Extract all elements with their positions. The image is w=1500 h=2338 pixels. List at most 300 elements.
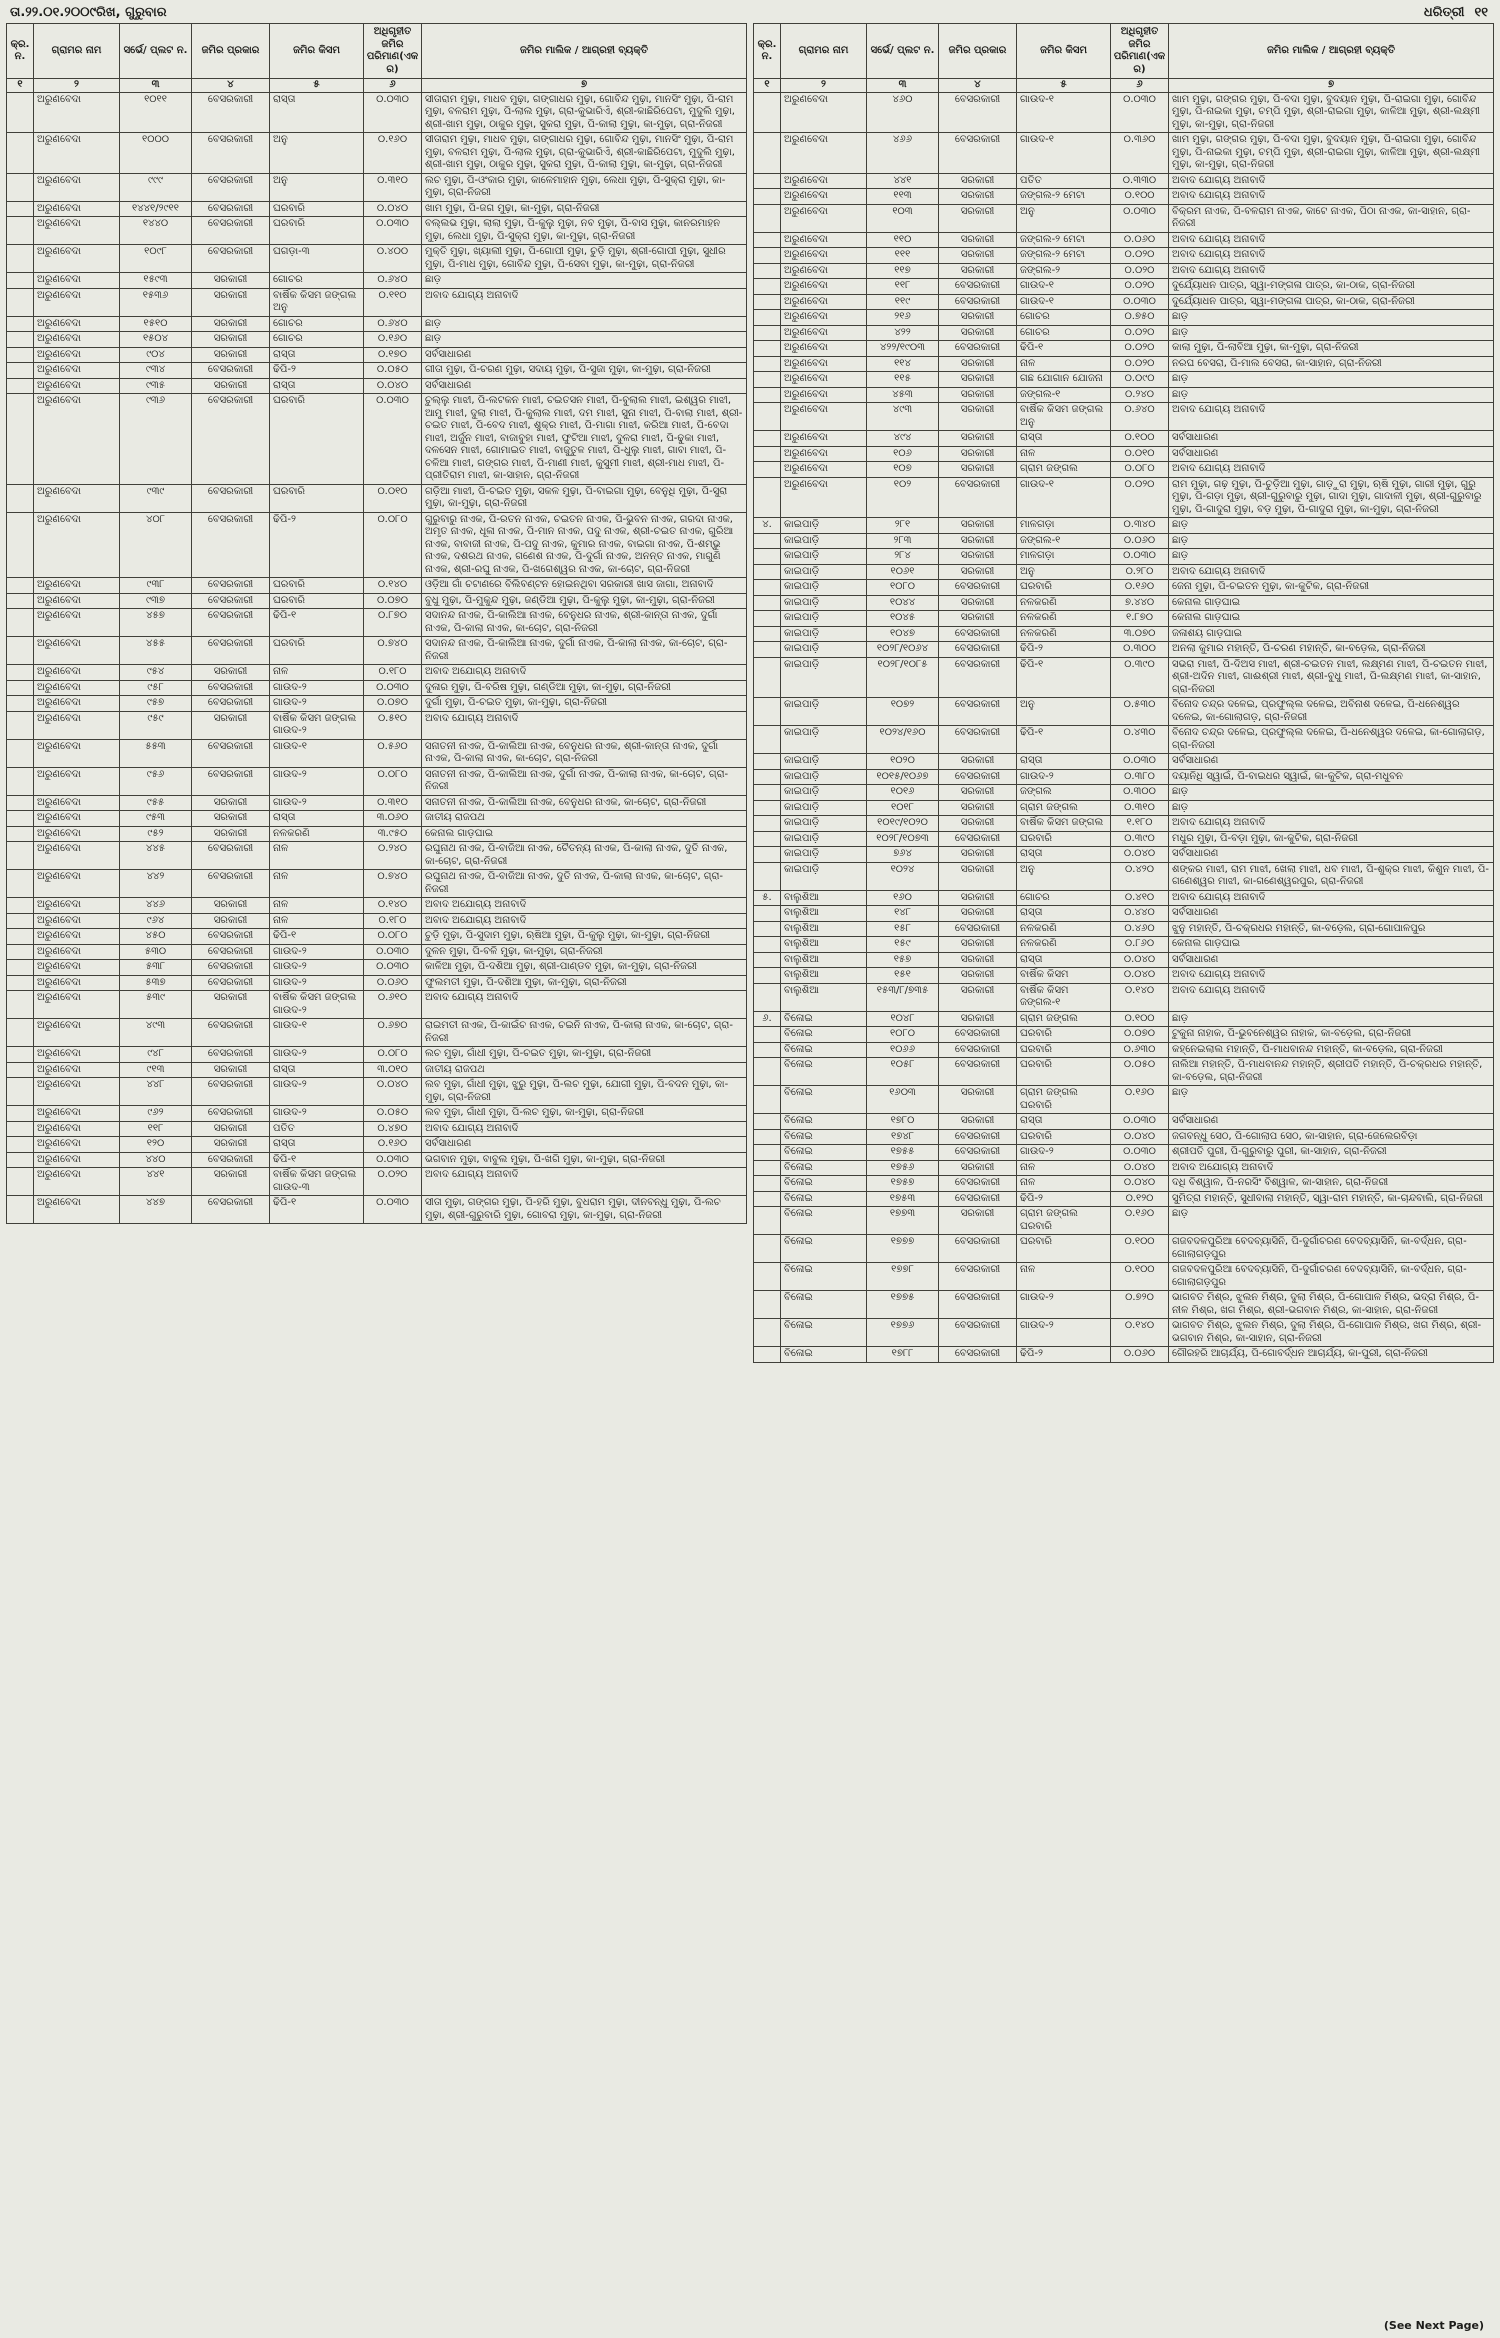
cell-serial-number (7, 1137, 34, 1153)
cell-plot-number: ୧୦୯୮ (120, 245, 192, 273)
cell-plot-number: ୯୩୭ (120, 593, 192, 609)
cell-land-kisam: ଢିପି-୧ (1017, 726, 1111, 754)
cell-land-kisam: ଗାଉଦ-୨ (270, 975, 364, 991)
cell-village-name: ଅରୁଣବେଦା (781, 263, 867, 279)
cell-land-type: ସରକାରୀ (939, 1086, 1017, 1114)
cell-serial-number (7, 363, 34, 379)
cell-serial-number (754, 657, 781, 698)
cell-serial-number (7, 826, 34, 842)
cell-village-name: କାଇପାଡ଼ି (781, 816, 867, 832)
cell-owner-name: ଝୁନୁ ମହାନ୍ତି, ପି-ଚକ୍ରଧର ମହାନ୍ତି, କା-ବଡ଼େଲ, ଗ୍ରା-ଗୋପାଳପୁର (1169, 921, 1494, 937)
cell-plot-number: ୧୧୪ (867, 356, 939, 372)
column-index-number: ୭ (422, 79, 747, 93)
cell-serial-number (754, 1086, 781, 1114)
cell-plot-number: ୧୦୨୦ (867, 754, 939, 770)
record-row (754, 1176, 1494, 1192)
cell-area-acres: ୦.୦୬୦ (1111, 533, 1169, 549)
cell-area-acres: ୦.୪୬୦ (1111, 921, 1169, 937)
cell-serial-number (754, 754, 781, 770)
cell-land-kisam: ଘରବାରି (1017, 1027, 1111, 1043)
table-header-row (7, 24, 747, 79)
record-row (754, 446, 1494, 462)
cell-serial-number (754, 595, 781, 611)
cell-plot-number: ୧୫୩୬ (120, 288, 192, 316)
record-row (7, 960, 747, 976)
cell-owner-name: ଅବାଦ ଯୋଗ୍ୟ ଅନାବାଦି (1169, 462, 1494, 478)
cell-owner-name: କେନାଲ ଗାଡ଼ଘାଇ (1169, 937, 1494, 953)
cell-owner-name: ଅବାଦ ଅଯୋଗ୍ୟ ଅନାବାଦି (1169, 1160, 1494, 1176)
cell-area-acres: ୩.୯୫୦ (364, 826, 422, 842)
cell-area-acres: ୦.୧୭୦ (364, 347, 422, 363)
record-row (754, 626, 1494, 642)
cell-serial-number (754, 937, 781, 953)
column-index-number: ୪ (939, 79, 1017, 93)
cell-owner-name: ସର୍ବସାଧାରଣ (1169, 446, 1494, 462)
cell-plot-number: ୧୭୫୬ (867, 1160, 939, 1176)
cell-plot-number: ୧୭୪୮ (867, 1129, 939, 1145)
cell-owner-name: ଦୁଳାର ମୁଢ଼ା, ପି-ବରିଷ ମୁଢ଼ା, ଗଣ୍ଡିଆ ମୁଢ଼ା, କା-ମୁଢ଼ା, ଗ୍ରା-ନିଜରୀ (422, 680, 747, 696)
cell-owner-name: ଭାଗବତ ମିଶ୍ର, ଝୁଲନ ମିଶ୍ର, ଦୁଲା ମିଶ୍ର, ପି-ଗୋପାଳ ମିଶ୍ର, ଖଗ ମିଶ୍ର, ଶ୍ରୀ-ଭଗବାନ ମିଶ୍ର, କା-ସାହାନ, ଗ୍ରା-ନିଜରୀ (1169, 1319, 1494, 1347)
cell-serial-number (754, 983, 781, 1011)
cell-area-acres: ୦.୦୩୦ (1111, 754, 1169, 770)
cell-owner-name: ଖାମ ମୁଢ଼ା, ପି-ଜଗ ମୁଢ଼ା, କା-ମୁଢ଼ା, ଗ୍ରା-ନିଜରୀ (422, 201, 747, 217)
cell-land-type: ବେସରକାରୀ (939, 133, 1017, 174)
cell-village-name: ଅରୁଣବେଦା (781, 248, 867, 264)
cell-land-kisam: ବାର୍ଷିକ କିସମ ଜଙ୍ଗଲ ଗାଉଦ-୨ (270, 991, 364, 1019)
cell-serial-number (754, 726, 781, 754)
cell-village-name: ବାଲୁଶିଆ (781, 968, 867, 984)
cell-land-kisam: ନଳକରଣି (1017, 595, 1111, 611)
cell-owner-name: ଛାଡ଼ (1169, 387, 1494, 403)
cell-serial-number (7, 870, 34, 898)
record-row (754, 533, 1494, 549)
cell-serial-number (754, 173, 781, 189)
cell-plot-number: ୧୭୮୮ (867, 1347, 939, 1363)
cell-land-kisam: ଘରବାରି (270, 201, 364, 217)
cell-land-type: ସରକାରୀ (192, 1121, 270, 1137)
cell-land-type: ସରକାରୀ (939, 204, 1017, 232)
cell-owner-name: ସର୍ବସାଧାରଣ (1169, 431, 1494, 447)
cell-owner-name: ରଘୁନାଥ ନାଏକ, ପି-ବାଜିଆ ନାଏକ, ଦୁତି ନାଏକ, ପି-କାଲା ନାଏକ, କା-ଚୋଟ, ଗ୍ରା-ନିଜରୀ (422, 870, 747, 898)
cell-owner-name: ଦୁଳନ ମୁଢ଼ା, ପି-ବଳି ମୁଢ଼ା, କା-ମୁଢ଼ା, ଗ୍ରା-ନିଜରୀ (422, 944, 747, 960)
cell-serial-number (7, 929, 34, 945)
record-row (7, 870, 747, 898)
cell-area-acres: ୦.୪୧୦ (1111, 890, 1169, 906)
cell-plot-number: ୧୦୪୫ (867, 611, 939, 627)
cell-serial-number (7, 332, 34, 348)
cell-land-kisam: ବାର୍ଷିକ କିସମ ଜଙ୍ଗଲ (1017, 816, 1111, 832)
cell-land-kisam: ବାର୍ଷିକ କିସମ ଜଙ୍ଗଲ-୧ (1017, 983, 1111, 1011)
cell-village-name: ଅରୁଣବେଦା (34, 680, 120, 696)
cell-land-kisam: ଘରବାରି (270, 394, 364, 485)
record-row (754, 341, 1494, 357)
record-row (7, 665, 747, 681)
cell-village-name: ଅରୁଣବେଦା (34, 288, 120, 316)
cell-village-name: ଅରୁଣବେଦା (781, 446, 867, 462)
column-index-row (7, 79, 747, 93)
cell-village-name: ଅରୁଣବେଦା (34, 332, 120, 348)
cell-serial-number (754, 769, 781, 785)
column-header-3: ସର୍ଭେ/ ପ୍ଲଟ ନ. (120, 24, 192, 79)
cell-village-name: ବିଳୋଇ (781, 1207, 867, 1235)
cell-owner-name: ଓଡ଼ିଆ ଗାଁ ଚଟାଣରେ ବିଲିବଣ୍ଟନ ହୋଇନଥିବା ସରକାରୀ ଖାସ ଜାଗା, ଅନାବାଦି (422, 578, 747, 594)
cell-village-name: ଅରୁଣବେଦା (34, 201, 120, 217)
cell-owner-name: ସର୍ବସାଧାରଣ (1169, 754, 1494, 770)
cell-village-name: ବିଳୋଇ (781, 1086, 867, 1114)
record-row (7, 133, 747, 174)
cell-serial-number (7, 1121, 34, 1137)
cell-plot-number: ୯୩୮ (120, 578, 192, 594)
cell-area-acres: ୦.୧୦୦ (1111, 1263, 1169, 1291)
cell-land-type: ବେସରକାରୀ (192, 1106, 270, 1122)
cell-serial-number (7, 767, 34, 795)
record-row (754, 937, 1494, 953)
cell-plot-number: ୧୭୫୭ (867, 1176, 939, 1192)
cell-plot-number: ୧୭୫୩ (867, 1191, 939, 1207)
cell-serial-number (754, 1191, 781, 1207)
cell-village-name: ଅରୁଣବେଦା (781, 341, 867, 357)
cell-land-type: ସରକାରୀ (192, 378, 270, 394)
cell-village-name: ଅରୁଣବେଦା (34, 394, 120, 485)
cell-land-type: ବେସରକାରୀ (192, 363, 270, 379)
cell-land-type: ସରକାରୀ (939, 754, 1017, 770)
column-header-1: କ୍ର. ନ. (754, 24, 781, 79)
cell-area-acres: ୦.୦୩୦ (1111, 92, 1169, 133)
cell-land-type: ବେସରକାରୀ (192, 1078, 270, 1106)
record-row (7, 991, 747, 1019)
cell-land-kisam: ଗୋଚର (270, 273, 364, 289)
cell-area-acres: ୦.୧୦୦ (1111, 189, 1169, 205)
cell-village-name: ଅରୁଣବେଦା (781, 372, 867, 388)
record-row (7, 1121, 747, 1137)
cell-area-acres: ୦.୩୩୦ (1111, 173, 1169, 189)
cell-land-kisam: ଢିପି-୧ (1017, 657, 1111, 698)
cell-land-kisam: ଜଙ୍ଗଲ-୧ (1017, 533, 1111, 549)
cell-area-acres: ୦.୦୩୦ (364, 680, 422, 696)
record-row (7, 767, 747, 795)
cell-area-acres: ୧.୮୭୦ (1111, 611, 1169, 627)
cell-plot-number: ୧୫୯ (867, 937, 939, 953)
cell-area-acres: ୦.୦୩୦ (1111, 549, 1169, 565)
cell-land-type: ସରକାରୀ (939, 906, 1017, 922)
cell-area-acres: ୦.୧୬୦ (364, 332, 422, 348)
cell-village-name: କାଇପାଡ଼ି (781, 657, 867, 698)
cell-land-kisam: ଗଛ ଯୋଗାନ ଯୋଜନା (1017, 372, 1111, 388)
record-row (7, 92, 747, 133)
cell-serial-number (7, 201, 34, 217)
cell-area-acres: ୦.୬୭୦ (364, 1019, 422, 1047)
cell-land-kisam: ଅନୁ (270, 133, 364, 174)
cell-plot-number: ୫୩୮ (120, 960, 192, 976)
cell-land-kisam: ଜଙ୍ଗଲ-୧ (1017, 387, 1111, 403)
record-row (754, 204, 1494, 232)
cell-area-acres: ୦.୦୪୦ (1111, 952, 1169, 968)
cell-village-name: ଅରୁଣବେଦା (781, 403, 867, 431)
record-row (754, 518, 1494, 534)
cell-owner-name: ସର୍ବସାଧାରଣ (1169, 952, 1494, 968)
cell-owner-name: ଛାଡ଼ (1169, 325, 1494, 341)
record-row (7, 1062, 747, 1078)
cell-area-acres: ୦.୭୨୦ (1111, 1291, 1169, 1319)
record-row (7, 795, 747, 811)
record-row (754, 133, 1494, 174)
cell-plot-number: ୧୦୨୮/୧୦୭୩ (867, 831, 939, 847)
cell-village-name: ଅରୁଣବେଦା (34, 1106, 120, 1122)
cell-serial-number (7, 1196, 34, 1224)
cell-village-name: କାଇପାଡ଼ି (781, 862, 867, 890)
cell-land-type: ସରକାରୀ (939, 372, 1017, 388)
cell-area-acres: ୦.୩୬୦ (1111, 133, 1169, 174)
record-row (754, 921, 1494, 937)
column-header-6: ଅଧିଗୃହୀତ ଜମିର ପରିମାଣ(ଏକର) (364, 24, 422, 79)
cell-land-kisam: ଗାଉଦ-୨ (1017, 1291, 1111, 1319)
cell-plot-number: ୧୧୯ (867, 294, 939, 310)
cell-owner-name: କେନାଲ ଗାଡ଼ଘାଇ (422, 826, 747, 842)
cell-serial-number (7, 378, 34, 394)
column-index-number: ୫ (270, 79, 364, 93)
cell-area-acres: ୦.୦୩୦ (364, 217, 422, 245)
cell-land-kisam: ଘରବାରି (270, 578, 364, 594)
cell-plot-number: ୧୪୪୦ (120, 217, 192, 245)
cell-land-kisam: ଗାଉଦ-୨ (1017, 1145, 1111, 1161)
cell-owner-name: ଦୟାନିଧି ସ୍ୱାଇଁ, ପି-ବାଇଧର ସ୍ୱାଇଁ, କା-କୁଟିକ, ଗ୍ରା-ମଧୁବନ (1169, 769, 1494, 785)
cell-plot-number: ୧୪୮ (867, 906, 939, 922)
cell-plot-number: ୧୦୦୦ (120, 133, 192, 174)
cell-serial-number: ୬. (754, 1011, 781, 1027)
cell-village-name: ଅରୁଣବେଦା (34, 739, 120, 767)
cell-owner-name: ବିକ୍ରମ ନାଏକ, ପି-ବଳରାମ ନାଏକ, କାଟେ ନାଏକ, ପିଠା ନାଏକ, କା-ସାହାନ, ଗ୍ରା-ନିଜରୀ (1169, 204, 1494, 232)
cell-area-acres: ୦.୦୫୦ (364, 1106, 422, 1122)
cell-land-kisam: ପତିତ (1017, 173, 1111, 189)
cell-owner-name: ଛାଡ଼ (1169, 785, 1494, 801)
cell-serial-number (7, 1106, 34, 1122)
record-row (754, 698, 1494, 726)
cell-serial-number (754, 446, 781, 462)
cell-owner-name: ସନାତନୀ ନାଏକ, ପି-କାଲିଆ ନାଏକ, ବେନୁଧର ନାଏକ, କା-ଚୋଟ, ଗ୍ରା-ନିଜରୀ (422, 795, 747, 811)
cell-land-kisam: ବାର୍ଷିକ କିସମ (1017, 968, 1111, 984)
record-row (754, 642, 1494, 658)
record-row (754, 580, 1494, 596)
cell-serial-number (754, 816, 781, 832)
cell-serial-number (754, 372, 781, 388)
cell-serial-number (7, 217, 34, 245)
cell-village-name: ଅରୁଣବେଦା (781, 204, 867, 232)
cell-village-name: ଅରୁଣବେଦା (34, 347, 120, 363)
cell-area-acres: ୦.୧୪୦ (1111, 1319, 1169, 1347)
cell-plot-number: ୯୫୨ (120, 826, 192, 842)
cell-owner-name: ଛାଡ଼ (1169, 1086, 1494, 1114)
cell-area-acres: ୦.୩୪୦ (1111, 518, 1169, 534)
cell-land-kisam: ଘରବାରି (1017, 580, 1111, 596)
record-row (754, 657, 1494, 698)
cell-serial-number (7, 92, 34, 133)
cell-land-kisam: ଗ୍ରାମ ଜଙ୍ଗଲ (1017, 800, 1111, 816)
cell-land-kisam: ବାର୍ଷିକ କିସମ ଜଙ୍ଗଲ ଗାଉଦ-୩ (270, 1168, 364, 1196)
cell-area-acres: ୦.୦୨୦ (1111, 325, 1169, 341)
cell-area-acres: ୦.୪୭୦ (364, 1121, 422, 1137)
cell-land-type: ସରକାରୀ (192, 795, 270, 811)
cell-village-name: ଅରୁଣବେଦା (34, 767, 120, 795)
cell-land-kisam: ଘରବାରି (270, 217, 364, 245)
cell-area-acres: ୦.୦୩୦ (1111, 1145, 1169, 1161)
cell-area-acres: ୦.୦୮୦ (364, 1047, 422, 1063)
cell-owner-name: ଅବାଦ ଯୋଗ୍ୟ ଅନାବାଦି (422, 1168, 747, 1196)
cell-land-type: ବେସରକାରୀ (192, 245, 270, 273)
cell-owner-name: ସର୍ବସାଧାରଣ (422, 1137, 747, 1153)
cell-owner-name: ଶଙ୍କର ମାଝୀ, ରାମ ମାଝୀ, ଖେଲା ମାଝୀ, ଧବ ମାଝୀ, ପି-ଶୁକ୍ର ମାଝୀ, କିଶୁନ ମାଝୀ, ପି-ଗଣେଶ୍ୱର ମାଝୀ, କା-ଗଣେଶ୍ୱରପୁର, ଗ୍ରା-ନିଜରୀ (1169, 862, 1494, 890)
cell-serial-number (7, 394, 34, 485)
cell-land-type: ସରକାରୀ (192, 316, 270, 332)
cell-owner-name: ଅବାଦ ଯୋଗ୍ୟ ଅନାବାଦି (422, 711, 747, 739)
cell-plot-number: ୫୩୭ (120, 975, 192, 991)
cell-serial-number (7, 944, 34, 960)
record-row (754, 1207, 1494, 1235)
record-row (7, 1019, 747, 1047)
cell-owner-name: ଚୁଡ଼ି ମୁଢ଼ା, ପି-ସୁଦାମ ମୁଢ଼ା, ଋଷିଆ ମୁଢ଼ା, ପି-କୁଲୁ ମୁଢ଼ା, କା-ମୁଢ଼ା, ଗ୍ରା-ନିଜରୀ (422, 929, 747, 945)
cell-village-name: ବିଳୋଇ (781, 1145, 867, 1161)
cell-land-kisam: ବାର୍ଷିକ କିସମ ଜଙ୍ଗଲ ଅନୁ (270, 288, 364, 316)
column-header-4: ଜମିର ପ୍ରକାର (939, 24, 1017, 79)
cell-plot-number: ୪୪୦ (120, 1152, 192, 1168)
cell-serial-number (754, 294, 781, 310)
cell-area-acres: ୦.୦୨୦ (1111, 263, 1169, 279)
cell-village-name: ଅରୁଣବେଦା (781, 462, 867, 478)
cell-land-kisam: ରାସ୍ତା (1017, 1114, 1111, 1130)
cell-land-kisam: ଜଙ୍ଗଲ-୨ ମେଟା (1017, 248, 1111, 264)
cell-area-acres: ୦.୩୦୦ (1111, 642, 1169, 658)
cell-village-name: ଅରୁଣବେଦା (781, 232, 867, 248)
cell-land-kisam: ପତିତ (270, 1121, 364, 1137)
record-row (7, 217, 747, 245)
cell-land-type: ବେସରକାରୀ (192, 512, 270, 578)
cell-land-kisam: ଗାଉଦ-୨ (270, 795, 364, 811)
cell-serial-number (7, 1168, 34, 1196)
cell-area-acres: ୦.୨୪୦ (1111, 387, 1169, 403)
cell-plot-number: ୧୭୭୩ (867, 1207, 939, 1235)
cell-serial-number (754, 642, 781, 658)
cell-area-acres: ୦.୦୩୦ (364, 944, 422, 960)
cell-land-kisam: ନାଳ (270, 665, 364, 681)
record-row (7, 711, 747, 739)
cell-village-name: କାଇପାଡ଼ି (781, 533, 867, 549)
cell-land-type: ସରକାରୀ (192, 288, 270, 316)
cell-area-acres: ୦.୪୨୦ (1111, 862, 1169, 890)
record-row (7, 347, 747, 363)
cell-serial-number (754, 952, 781, 968)
cell-land-kisam: ଅନୁ (1017, 564, 1111, 580)
record-row (7, 288, 747, 316)
cell-plot-number: ୯୩୪ (120, 363, 192, 379)
cell-village-name: କାଇପାଡ଼ି (781, 564, 867, 580)
cell-owner-name: ସର୍ବସାଧାରଣ (422, 378, 747, 394)
record-row (7, 826, 747, 842)
cell-serial-number (7, 1152, 34, 1168)
see-next-page-note: (See Next Page) (1383, 2319, 1484, 2332)
record-row (754, 968, 1494, 984)
cell-land-type: ସରକାରୀ (192, 1062, 270, 1078)
cell-land-type: ବେସରକାରୀ (939, 1058, 1017, 1086)
cell-land-kisam: ଘଗଡ଼ା-୩ (270, 245, 364, 273)
cell-village-name: ଅରୁଣବେଦା (34, 316, 120, 332)
cell-owner-name: ଶ୍ରୀପତି ପୁରୀ, ପି-ଗୁରୁବାରୁ ପୁରୀ, କା-ସାହାନ, ଗ୍ରା-ନିଜରୀ (1169, 1145, 1494, 1161)
cell-owner-name: ଛାଡ଼ (1169, 533, 1494, 549)
cell-owner-name: ଗଡ଼ିଆ ମାଝୀ, ପି-ଚଇତ ମୁଢ଼ା, ସକଳ ମୁଢ଼ା, ପି-ବାଇଗା ମୁଢ଼ା, ବେନୁଧି ମୁଢ଼ା, ପି-ସୁରା ମୁଢ଼ା, କା-ମୁଢ଼ା, ଗ୍ରା-ନିଜରୀ (422, 484, 747, 512)
cell-area-acres: ୦.୦୩୦ (1111, 294, 1169, 310)
cell-area-acres: ୦.୭୪୦ (364, 870, 422, 898)
record-row (754, 431, 1494, 447)
cell-land-type: ବେସରକାରୀ (192, 217, 270, 245)
cell-land-type: ସରକାରୀ (192, 913, 270, 929)
cell-land-kisam: ଗ୍ରାମ ଜଙ୍ଗଲ (1017, 462, 1111, 478)
cell-land-kisam: ଗାଉଦ-୨ (270, 1078, 364, 1106)
column-header-2: ଗ୍ରାମର ନାମ (34, 24, 120, 79)
cell-plot-number: ୧୦୩ (867, 204, 939, 232)
cell-land-type: ବେସରକାରୀ (192, 1047, 270, 1063)
cell-area-acres: ୦.୫୩୦ (1111, 698, 1169, 726)
cell-land-type: ସରକାରୀ (939, 890, 1017, 906)
cell-serial-number (7, 975, 34, 991)
cell-plot-number: ୪୯୪ (867, 431, 939, 447)
cell-land-kisam: ନାଳ (1017, 446, 1111, 462)
cell-village-name: ବିଳୋଇ (781, 1291, 867, 1319)
cell-serial-number (754, 1176, 781, 1192)
date-line: ତା.୨୨.୦୧.୨୦୦୯ରିଖ, ଗୁରୁବାର (10, 5, 167, 20)
cell-owner-name: ମଧୁର ମୁଢ଼ା, ପି-ବଡ଼ା ମୁଢ଼ା, କା-କୁଟିକ, ଗ୍ରା-ନିଜରୀ (1169, 831, 1494, 847)
cell-village-name: ଅରୁଣବେଦା (34, 1121, 120, 1137)
cell-serial-number (7, 991, 34, 1019)
cell-plot-number: ୧୫୯୩ (120, 273, 192, 289)
record-row (754, 906, 1494, 922)
cell-area-acres: ୦.୦୩୦ (1111, 204, 1169, 232)
cell-plot-number: ୯୫୫ (120, 795, 192, 811)
cell-plot-number: ୧୦୬୬ (867, 1042, 939, 1058)
cell-land-kisam: ରାସ୍ତା (270, 1137, 364, 1153)
cell-land-type: ସରକାରୀ (192, 1168, 270, 1196)
cell-plot-number: ୪୪୬ (120, 898, 192, 914)
cell-serial-number (754, 279, 781, 295)
cell-land-kisam: ନଳକରଣି (1017, 626, 1111, 642)
cell-owner-name: ନାଲିଆ ମହାନ୍ତି, ପି-ମାଧବାନନ୍ଦ ମହାନ୍ତି, ଶ୍ରୀପତି ମହାନ୍ତି, ପି-ଚକ୍ରଧର ମହାନ୍ତି, କା-ବଡ଼େଲ, ଗ୍ରା-ନିଜରୀ (1169, 1058, 1494, 1086)
cell-serial-number (754, 626, 781, 642)
cell-land-kisam: ଢିପି-୧ (270, 929, 364, 945)
record-row (754, 862, 1494, 890)
cell-land-type: ବେସରକାରୀ (192, 637, 270, 665)
cell-village-name: ଅରୁଣବେଦା (34, 484, 120, 512)
cell-plot-number: ୧୨୦ (120, 1137, 192, 1153)
cell-land-kisam: ରାସ୍ତା (1017, 847, 1111, 863)
cell-land-kisam: ରାସ୍ତା (270, 92, 364, 133)
column-index-number: ୩ (867, 79, 939, 93)
cell-area-acres: ୦.୦୬୦ (1111, 232, 1169, 248)
record-row (754, 1086, 1494, 1114)
cell-land-kisam: ନଳକରଣି (1017, 937, 1111, 953)
cell-village-name: ଅରୁଣବେଦା (34, 811, 120, 827)
cell-land-kisam: ଗୋଚର (270, 332, 364, 348)
cell-owner-name: ଟୁକୁନା ନାହାକ, ପି-ଭୁବନେଶ୍ୱର ନାହାକ, କା-ବଡ଼େଲ, ଗ୍ରା-ନିଜରୀ (1169, 1027, 1494, 1043)
cell-owner-name: କହ୍ନେଇଲାଲ ମହାନ୍ତି, ପି-ମାଧବାନନ୍ଦ ମହାନ୍ତି, କା-ବଡ଼େଲ, ଗ୍ରା-ନିଜରୀ (1169, 1042, 1494, 1058)
cell-serial-number (754, 1319, 781, 1347)
cell-land-type: ବେସରକାରୀ (939, 92, 1017, 133)
cell-land-type: ସରକାରୀ (939, 189, 1017, 205)
cell-serial-number (754, 698, 781, 726)
cell-land-kisam: ନାଳ (270, 898, 364, 914)
record-row (7, 1106, 747, 1122)
cell-owner-name: ନରଘ ବେସରା, ପି-ମାଲ ବେସରା, କା-ସାହାନ, ଗ୍ରା-ନିଜରୀ (1169, 356, 1494, 372)
column-index-number: ୨ (34, 79, 120, 93)
cell-owner-name: ବଲ୍ଲଭ ମୁଢ଼ା, ଲାଲା ମୁଢ଼ା, ପି-କୁଲୁ ମୁଢ଼ା, ନବ ମୁଢ଼ା, ପି-ବାସ ମୁଢ଼ା, କାନରମାହନ ମୁଢ଼ା, ଲେଧା ମୁଢ଼ା, ପି-ସୁକ୍ରା ମୁଢ଼ା, କା-ମୁଢ଼ା, ଗ୍ରା-ନିଜରୀ (422, 217, 747, 245)
cell-land-kisam: ନାଳ (1017, 1263, 1111, 1291)
cell-land-type: ସରକାରୀ (939, 1011, 1017, 1027)
